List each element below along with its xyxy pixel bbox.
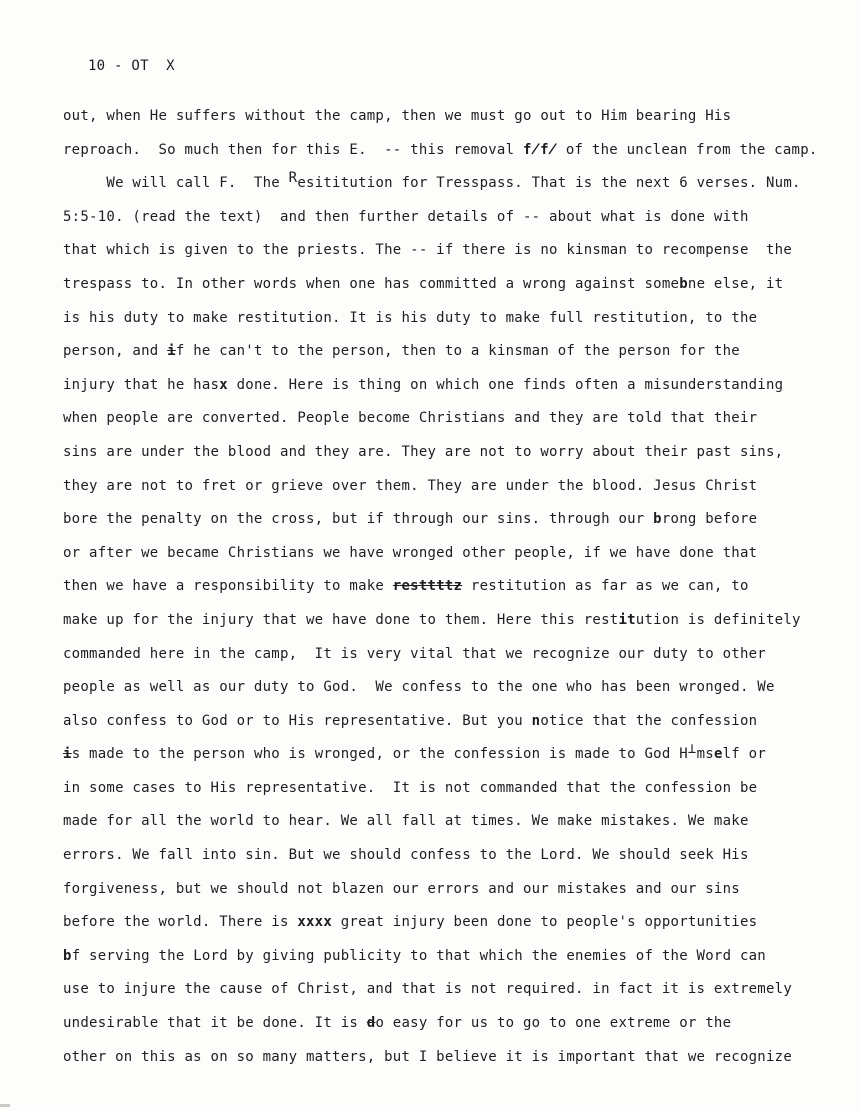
- text-line: [63, 100, 823, 134]
- text-line: [63, 671, 823, 705]
- text-segment: xxxx: [297, 914, 333, 931]
- text-segment: b: [63, 947, 72, 964]
- text-segment: 5:5-10. (read the text) and then further details of -- about what is done with: [63, 208, 749, 225]
- text-segment: reproach. So much then for this E. -- this removal: [63, 141, 523, 158]
- text-segment: ution is definitely: [635, 611, 801, 628]
- text-line: [63, 369, 823, 403]
- text-line: [63, 134, 823, 168]
- text-segment: f̸f̸: [522, 141, 558, 158]
- text-line: [63, 940, 823, 974]
- text-segment: they are not to fret or grieve over them. They are under the blood. Jesus Christ: [63, 477, 758, 494]
- text-line: [63, 570, 823, 604]
- text-segment: when people are converted. People become Christians and they are told that their: [63, 410, 758, 427]
- text-segment: b: [679, 275, 688, 292]
- text-line: [63, 234, 823, 268]
- text-line: [63, 470, 823, 504]
- text-segment: x: [219, 376, 228, 393]
- text-segment: rong before: [661, 511, 758, 528]
- text-segment: n: [531, 712, 541, 729]
- text-segment: people as well as our duty to God. We confess to the one who has been wronged. We: [63, 679, 775, 696]
- text-segment: errors. We fall into sin. But we should confess to the Lord. We should seek His: [63, 847, 749, 864]
- text-segment: resttttz: [392, 578, 463, 595]
- text-segment: f he can't to the person, then to a kinsman of the person for the: [175, 343, 740, 360]
- page-body: [63, 100, 823, 1074]
- text-line: [63, 537, 823, 571]
- text-segment: e: [713, 746, 723, 763]
- text-segment: ⊥: [687, 741, 697, 758]
- text-line: [63, 805, 823, 839]
- text-segment: make up for the injury that we have done to them. Here this rest: [63, 611, 619, 628]
- text-line: [63, 335, 823, 369]
- text-segment: use to injure the cause of Christ, and that is not required. in fact it is extremely: [63, 981, 793, 998]
- text-segment: bore the penalty on the cross, but if through our sins. through our: [63, 511, 654, 528]
- text-line: [63, 1007, 823, 1041]
- text-segment: in some cases to His representative. It is not commanded that the confession be: [63, 779, 758, 796]
- text-segment: that which is given to the priests. The -- if there is no kinsman to recompense the: [63, 242, 793, 259]
- text-segment: also confess to God or to His representative. But you: [63, 712, 532, 729]
- text-segment: R: [288, 170, 298, 187]
- text-line: [63, 402, 823, 436]
- text-segment: person, and: [63, 343, 168, 360]
- page-header: 10 - OT X: [88, 58, 175, 74]
- text-segment: other on this as on so many matters, but I believe it is important that we recognize: [63, 1048, 793, 1065]
- text-line: [63, 906, 823, 940]
- text-line: [63, 268, 823, 302]
- text-line: [63, 705, 823, 739]
- text-segment: is his duty to make restitution. It is his duty to make full restitution, to the: [63, 309, 758, 326]
- text-segment: ms: [696, 746, 714, 763]
- text-segment: i: [63, 746, 72, 763]
- text-segment: esititution for Tresspass. That is the next 6 verses. Num.: [297, 175, 801, 192]
- text-line: [63, 1041, 823, 1075]
- text-segment: otice that the confession: [540, 712, 758, 729]
- text-segment: f serving the Lord by giving publicity to that which the enemies of the Word can: [71, 947, 766, 964]
- text-segment: i: [167, 343, 176, 360]
- text-segment: out, when He suffers without the camp, then we must go out to Him bearing His: [63, 108, 732, 124]
- text-line: [63, 839, 823, 873]
- scan-artifact-mark: [0, 1104, 10, 1107]
- text-segment: before the world. There is: [63, 914, 298, 931]
- text-segment: made for all the world to hear. We all fall at times. We make mistakes. We make: [63, 813, 749, 830]
- text-segment: sins are under the blood and they are. They are not to worry about their past sins,: [63, 443, 784, 460]
- text-segment: s made to the person who is wronged, or the confession is made to God H: [71, 746, 688, 763]
- text-line: [63, 873, 823, 907]
- text-segment: then we have a responsibility to make: [63, 578, 393, 595]
- text-line: [63, 302, 823, 336]
- text-line: [63, 503, 823, 537]
- text-segment: injury that he has: [63, 376, 220, 393]
- text-line: [63, 638, 823, 672]
- text-line: [63, 604, 823, 638]
- text-segment: o easy for us to go to one extreme or the: [375, 1015, 732, 1032]
- text-segment: lf or: [722, 746, 767, 763]
- text-line: [63, 201, 823, 235]
- text-line: [63, 738, 823, 772]
- text-segment: forgiveness, but we should not blazen our errors and our mistakes and our sins: [63, 880, 740, 897]
- text-segment: trespass to. In other words when one has committed a wrong against some: [63, 275, 680, 292]
- text-segment: d: [366, 1015, 376, 1032]
- text-segment: ne else, it: [687, 275, 784, 292]
- text-segment: or after we became Christians we have wronged other people, if we have done that: [63, 544, 758, 561]
- text-segment: of the unclean from the camp.: [557, 141, 818, 158]
- text-segment: restitution as far as we can, to: [462, 578, 749, 595]
- text-line: [63, 973, 823, 1007]
- text-segment: undesirable that it be done. It is: [63, 1015, 367, 1032]
- text-segment: b: [653, 511, 662, 528]
- text-segment: commanded here in the camp, It is very vital that we recognize our duty to other: [63, 645, 766, 662]
- text-segment: done. Here is thing on which one finds often a misunderstanding: [227, 376, 784, 393]
- text-segment: We will call F. The: [63, 175, 289, 192]
- text-line: [63, 772, 823, 806]
- text-segment: great injury been done to people's opportunities: [332, 914, 758, 931]
- text-line: [63, 436, 823, 470]
- text-line: [63, 167, 823, 201]
- text-segment: it: [618, 611, 636, 628]
